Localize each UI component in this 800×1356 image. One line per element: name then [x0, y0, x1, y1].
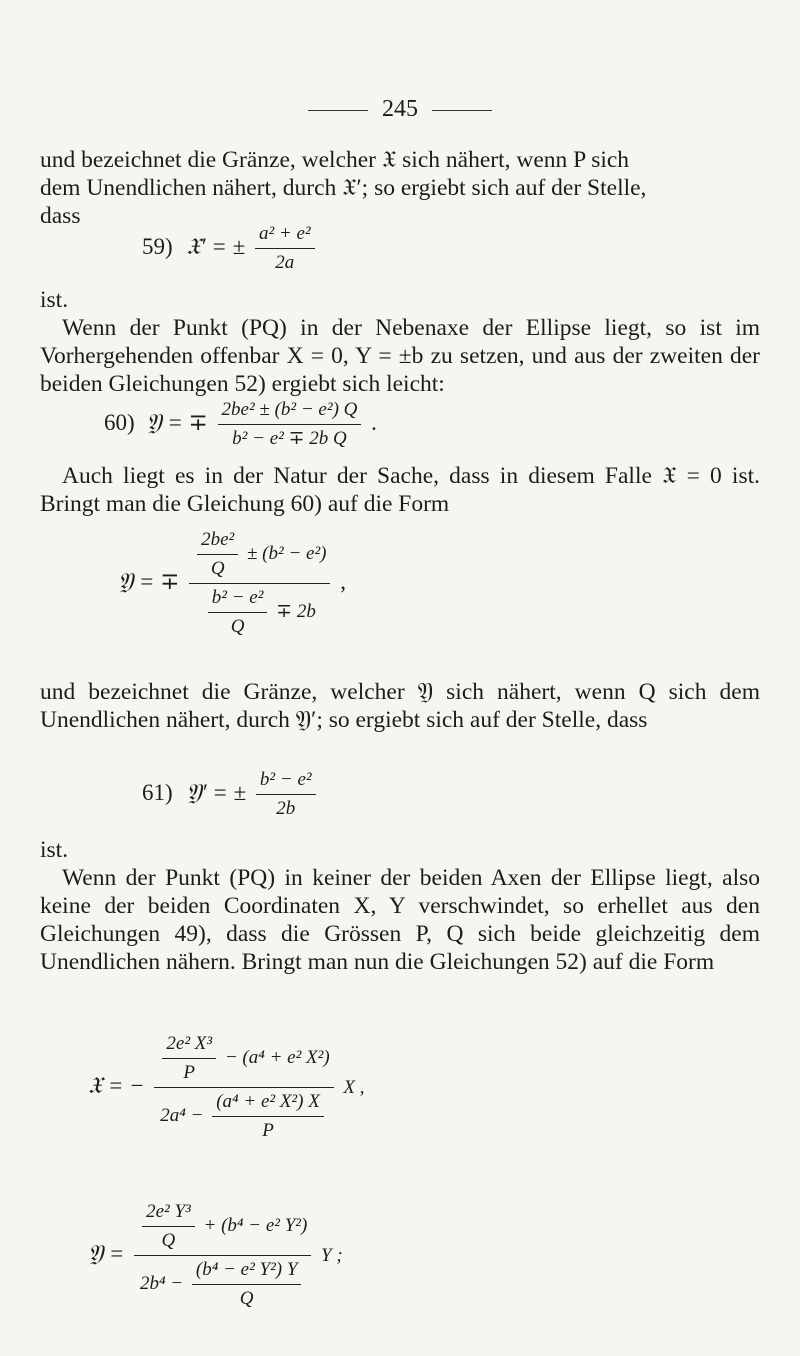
equation-Y-den-inner-num: (b⁴ − e² Y²) Y	[192, 1258, 302, 1285]
equation-61-label: 61)	[142, 779, 173, 805]
equation-60-end: .	[371, 409, 377, 435]
ist-2: ist.	[40, 837, 69, 863]
equation-form-denominator	[200, 584, 320, 639]
equation-Y-num-inner-num: 2e² Y³	[142, 1200, 195, 1227]
equation-Y-num-inner-fraction	[142, 1200, 195, 1253]
equation-59-denominator: 2a	[275, 252, 295, 273]
equation-60-label: 60)	[104, 409, 135, 435]
header-rule-left	[308, 110, 368, 111]
equation-X-num-inner-num: 2e² X³	[162, 1032, 216, 1059]
equation-Y-num-rest: + (b⁴ − e² Y²)	[203, 1214, 308, 1236]
equation-Y-num-inner-den: Q	[161, 1230, 176, 1251]
equation-X-den-first: 2a⁴ −	[160, 1104, 204, 1126]
equation-59	[142, 222, 319, 275]
equation-X-num-inner-den: P	[183, 1062, 196, 1083]
paragraph-3: Auch liegt es in der Natur der Sache, dass in diesem Falle 𝔛 = 0 ist. Bringt man die Gleichung 60) auf die Form	[40, 463, 760, 517]
equation-Y-den-first: 2b⁴ −	[139, 1272, 184, 1294]
equation-form-lhs: 𝔜 = ∓	[118, 568, 180, 594]
equation-form-num-inner-fraction	[197, 528, 238, 581]
equation-form-den-inner-fraction	[208, 586, 268, 639]
equation-60	[104, 398, 377, 451]
equation-X-outer-fraction	[154, 1032, 333, 1143]
header-rule-right	[432, 110, 492, 111]
paragraph-1	[40, 146, 760, 230]
page-header	[0, 96, 800, 123]
equation-Y-tail: Y ;	[321, 1244, 343, 1266]
equation-59-fraction	[255, 222, 315, 275]
equation-X-den-inner-den: P	[262, 1120, 274, 1141]
equation-form-num-inner-num: 2be²	[197, 528, 238, 555]
equation-61	[142, 768, 320, 821]
equation-61-numerator: b² − e²	[256, 768, 316, 795]
equation-59-numerator: a² + e²	[255, 222, 315, 249]
equation-form-num-rest: ± (b² − e²)	[247, 542, 327, 564]
equation-61-fraction	[256, 768, 316, 821]
equation-X-numerator	[154, 1032, 333, 1088]
paragraph-1-line-3: dass	[40, 203, 81, 229]
equation-X-lhs: 𝔛 = −	[88, 1072, 145, 1098]
equation-59-label: 59)	[142, 233, 173, 259]
equation-form-num-inner-den: Q	[210, 558, 225, 579]
equation-61-lhs: 𝔜′ = ±	[186, 779, 247, 805]
equation-Y-lhs: 𝔜 =	[88, 1240, 125, 1266]
equation-60-lhs: 𝔜 = ∓	[146, 409, 208, 435]
equation-form-end: ,	[340, 568, 346, 594]
equation-form-den-inner-den: Q	[230, 616, 245, 637]
equation-Y-den-inner-fraction	[192, 1258, 302, 1311]
equation-Y-den-inner-den: Q	[239, 1288, 254, 1309]
equation-59-lhs: 𝔛′ = ±	[186, 233, 246, 259]
equation-Y-denominator	[136, 1256, 309, 1311]
equation-X-denominator	[156, 1088, 332, 1143]
paragraph-1-line-1: und bezeichnet die Gränze, welcher 𝔛 sich nähert, wenn P sich	[40, 147, 630, 173]
ist-1: ist.	[40, 287, 69, 313]
paragraph-4: und bezeichnet die Gränze, welcher 𝔜 sich nähert, wenn Q sich dem Unendlichen nähert, durch 𝔜′; so ergiebt sich auf der Stelle, dass	[40, 679, 760, 733]
equation-61-denominator: 2b	[276, 798, 296, 819]
paragraph-2: Wenn der Punkt (PQ) in der Nebenaxe der Ellipse liegt, so ist im Vorhergehenden offenbar X = 0, Y = ±b zu setzen, und aus der zweiten der beiden Gleichungen 52) ergiebt sich leicht:	[40, 315, 760, 397]
equation-X-num-rest: − (a⁴ + e² X²)	[224, 1046, 330, 1068]
equation-form-den-inner-num: b² − e²	[208, 586, 268, 613]
equation-60-denominator: b² − e² ∓ 2b Q	[232, 428, 347, 449]
equation-Y	[88, 1200, 343, 1311]
equation-form-outer-fraction	[189, 528, 330, 639]
equation-form-den-rest: ∓ 2b	[276, 600, 316, 622]
paragraph-1-line-2: dem Unendlichen nähert, durch 𝔛′; so ergiebt sich auf der Stelle,	[40, 175, 647, 201]
equation-X-tail: X ,	[343, 1076, 365, 1098]
equation-X-den-inner-fraction	[212, 1090, 324, 1143]
equation-form	[118, 528, 346, 639]
equation-60-numerator: 2be² ± (b² − e²) Q	[218, 398, 362, 425]
equation-Y-numerator	[134, 1200, 311, 1256]
equation-X	[88, 1032, 365, 1143]
equation-Y-outer-fraction	[134, 1200, 311, 1311]
equation-X-num-inner-fraction	[162, 1032, 216, 1085]
equation-60-fraction	[218, 398, 362, 451]
paragraph-5: Wenn der Punkt (PQ) in keiner der beiden Axen der Ellipse liegt, also keine der beiden Coordinaten X, Y verschwindet, so erhellet aus den Gleichungen 49), dass die Grössen P, Q sich beide gleichzeitig dem Unendlichen nähern. Bringt man nun die Gleichungen 52) auf die Form	[40, 865, 760, 975]
equation-form-numerator	[189, 528, 330, 584]
equation-X-den-inner-num: (a⁴ + e² X²) X	[212, 1090, 324, 1117]
page-number: 245	[382, 96, 418, 122]
